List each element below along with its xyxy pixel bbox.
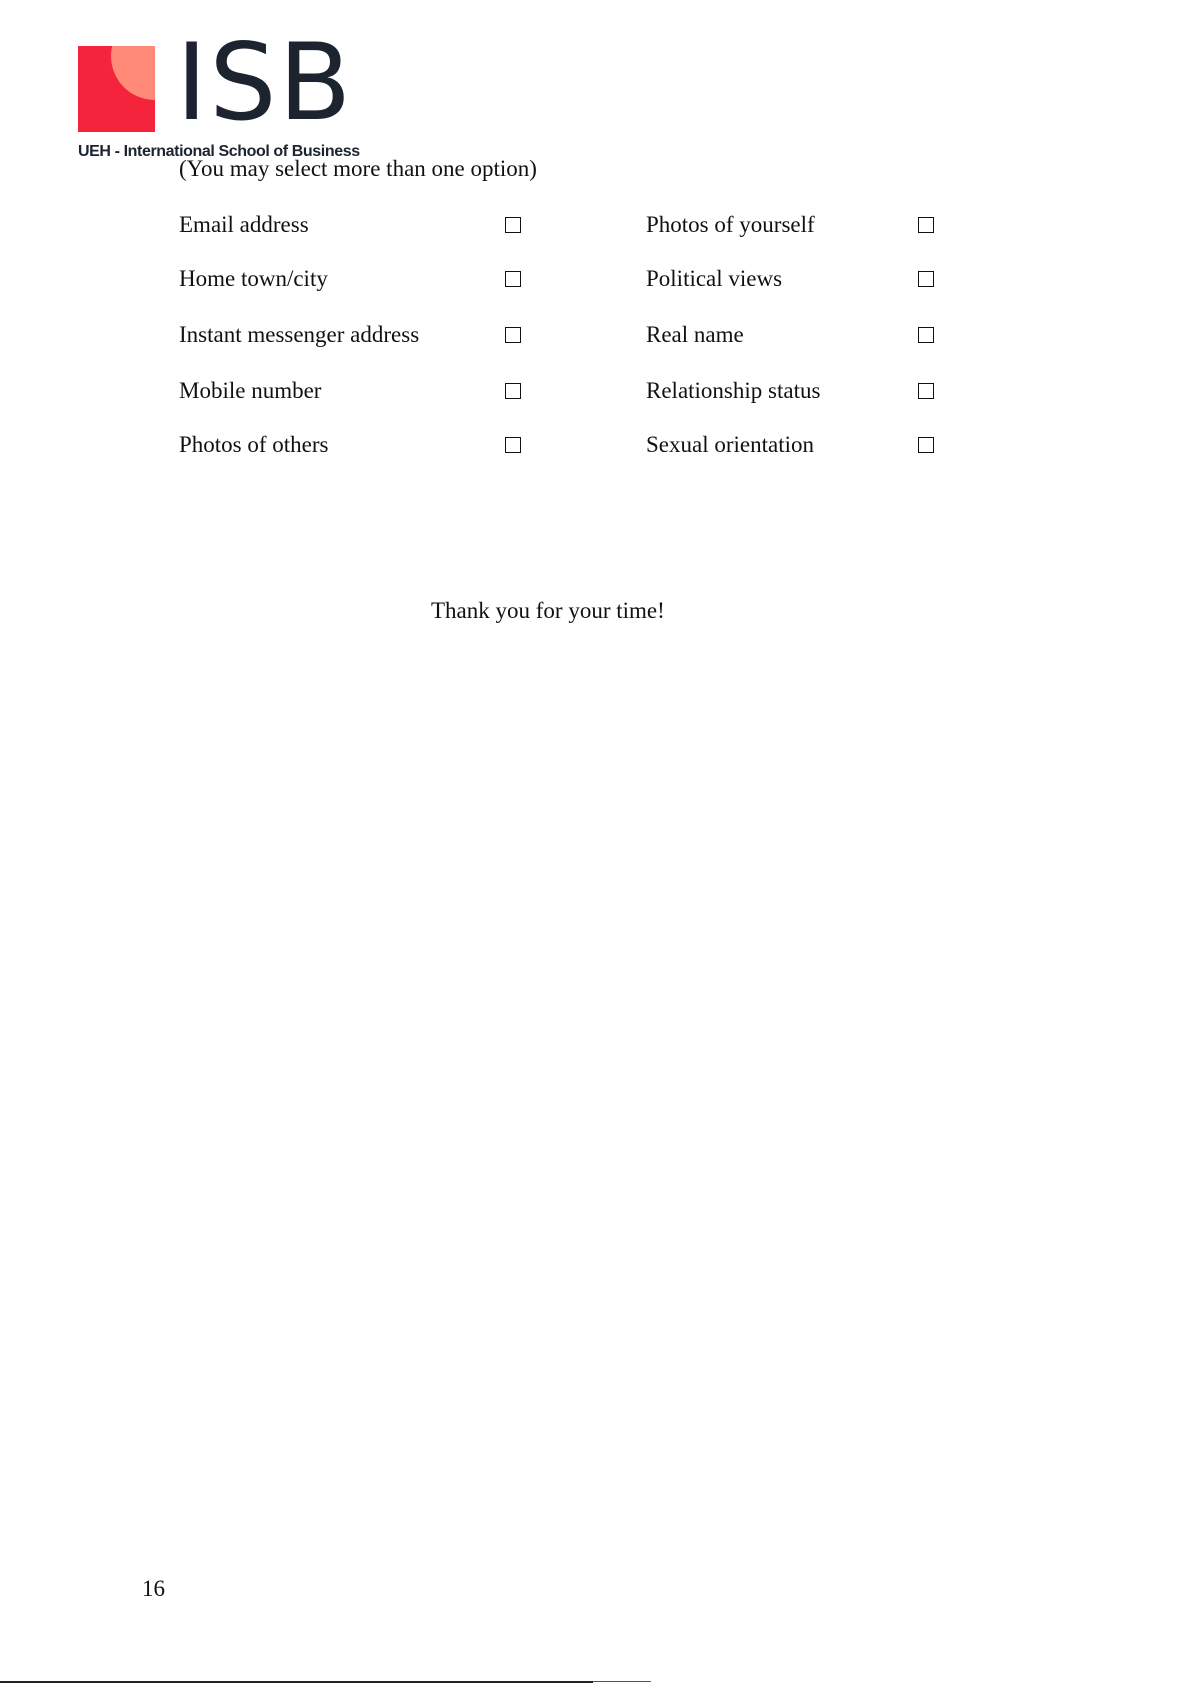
logo-subtitle: UEH - International School of Business (78, 143, 360, 160)
option-label-mobile-number: Mobile number (179, 378, 322, 403)
page-number: 16 (142, 1576, 165, 1601)
checkbox-relationship-status[interactable] (918, 383, 934, 399)
option-label-real-name: Real name (646, 322, 744, 347)
isb-logo (78, 21, 368, 162)
checkbox-instant-messenger[interactable] (505, 327, 521, 343)
option-label-political-views: Political views (646, 266, 783, 291)
checkbox-home-town[interactable] (505, 271, 521, 287)
option-label-home-town: Home town/city (179, 266, 328, 291)
option-label-sexual-orientation: Sexual orientation (646, 432, 814, 457)
checkbox-email-address[interactable] (505, 217, 521, 233)
option-label-relationship-status: Relationship status (646, 378, 821, 403)
closing-text: Thank you for your time! (431, 598, 665, 623)
option-label-photos-of-others: Photos of others (179, 432, 329, 457)
instruction-text: (You may select more than one option) (179, 156, 537, 181)
checkbox-mobile-number[interactable] (505, 383, 521, 399)
checkbox-photos-of-others[interactable] (505, 437, 521, 453)
checkbox-political-views[interactable] (918, 271, 934, 287)
option-label-instant-messenger: Instant messenger address (179, 322, 420, 347)
checkbox-real-name[interactable] (918, 327, 934, 343)
logo-wordmark: ISB (176, 21, 354, 144)
bottom-divider-tail (593, 1681, 651, 1682)
bottom-divider (0, 1681, 593, 1683)
checkbox-photos-of-yourself[interactable] (918, 217, 934, 233)
option-label-email-address: Email address (179, 212, 309, 237)
checkbox-sexual-orientation[interactable] (918, 437, 934, 453)
logo-mark-icon (78, 46, 164, 132)
option-label-photos-of-yourself: Photos of yourself (646, 212, 815, 237)
